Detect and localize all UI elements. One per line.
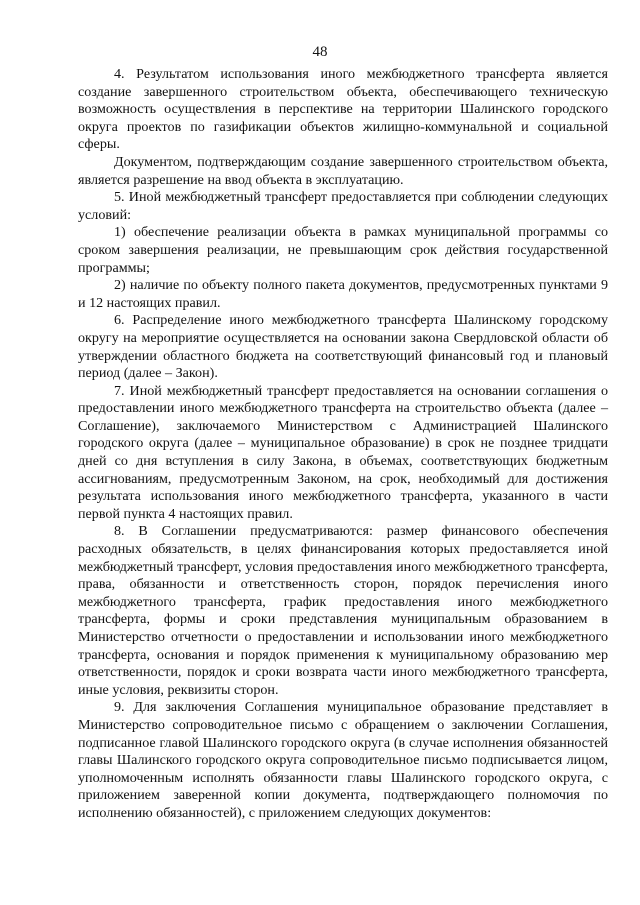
paragraph-7-agreement: 7. Иной межбюджетный трансферт предоставляется на основании соглашения о предоставлении иного межбюджетного трансферта на строительство объекта (далее – Соглашение), заключаемого Министерством с Администрацией Шалинского городского округа (далее – муниципальное образование) в срок не позднее тридцати дней со дня вступления в силу Закона, в объемах, соответствующих бюджетным ассигнованиям, предусмотренным Законом, на срок, необходимый для достижения результата использования иного межбюджетного трансферта, указанного в части первой пункта 4 настоящих правил.	[78, 382, 608, 522]
paragraph-8-agreement-terms: 8. В Соглашении предусматриваются: размер финансового обеспечения расходных обязательств, в целях финансирования которых предоставляется иной межбюджетный трансферт, условия предоставления иного межбюджетного трансферта, права, обязанности и ответственность сторон, порядок перечисления иного межбюджетного трансферта, график предоставления иного межбюджетного трансферта, формы и сроки представления муниципальным образованием в Министерство отчетности о предоставлении и использовании иного межбюджетного трансферта, основания и порядок применения к муниципальному образованию мер ответственности, порядок и сроки возврата части иного межбюджетного трансферта, иные условия, реквизиты сторон.	[78, 523, 608, 698]
paragraph-confirming-document: Документом, подтверждающим создание завершенного строительством объекта, является разрешение на ввод объекта в эксплуатацию.	[78, 153, 608, 188]
paragraph-4-result: 4. Результатом использования иного межбюджетного трансферта является создание завершенного строительством объекта, обеспечивающего техническую возможность осуществления в перспективе на территории Шалинского городского округа проектов по газификации объектов жилищно-коммунальной и социальной сферы.	[78, 66, 608, 153]
condition-1: 1) обеспечение реализации объекта в рамках муниципальной программы со сроком завершения реализации, не превышающим срок действия государственной программы;	[78, 224, 608, 276]
condition-2: 2) наличие по объекту полного пакета документов, предусмотренных пунктами 9 и 12 настоящих правил.	[78, 277, 608, 311]
document-body	[78, 66, 608, 823]
paragraph-6-distribution: 6. Распределение иного межбюджетного трансферта Шалинскому городскому округу на мероприятие осуществляется на основании закона Свердловской области об утверждении областного бюджета на соответствующий финансовый год и плановый период (далее – Закон).	[78, 312, 608, 382]
paragraph-9-documents: 9. Для заключения Соглашения муниципальное образование представляет в Министерство сопроводительное письмо с обращением о заключении Соглашения, подписанное главой Шалинского городского округа (в случае исполнения обязанностей главы Шалинского городского округа сопроводительное письмо подписывается лицом, уполномоченным исполнять обязанности главы Шалинского городского округа, с приложением заверенной копии документа, подтверждающего полномочия по исполнению обязанностей), с приложением следующих документов:	[78, 699, 608, 821]
paragraph-5-conditions: 5. Иной межбюджетный трансферт предоставляется при соблюдении следующих условий:	[78, 189, 608, 223]
page-number: 48	[312, 44, 328, 60]
